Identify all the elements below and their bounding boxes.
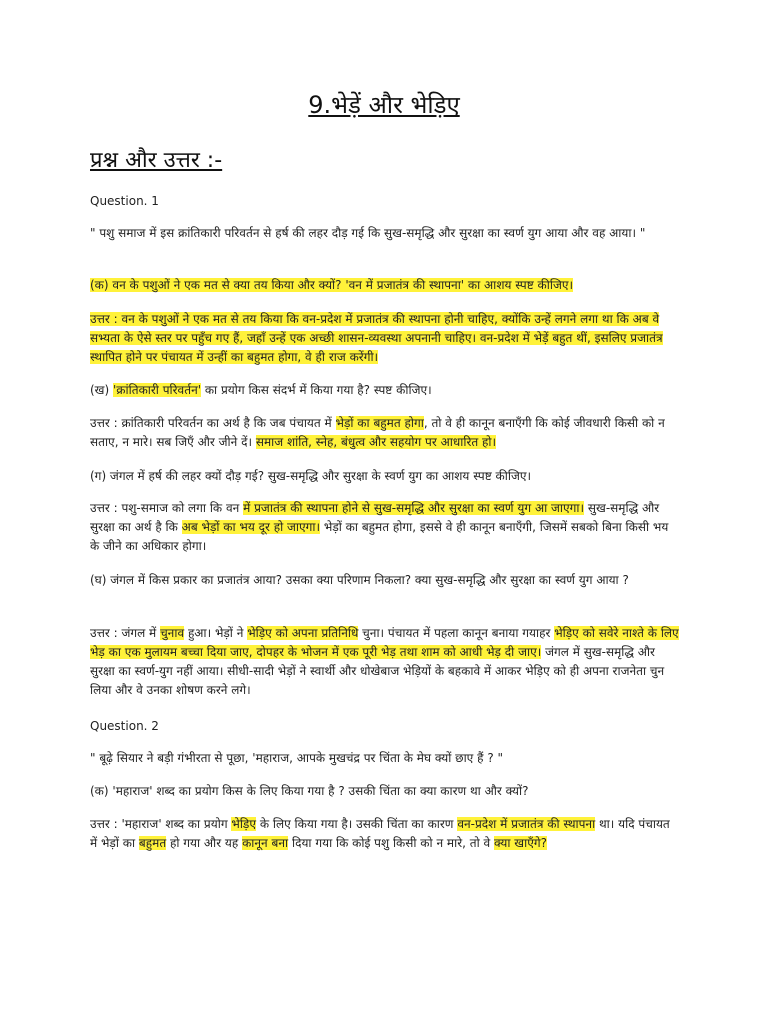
- text: दिया गया कि कोई पशु किसी को न मारे, तो वे: [288, 836, 494, 850]
- highlight: उत्तर : वन के पशुओं ने एक मत से तय किया कि वन-प्रदेश में प्रजातंत्र की स्थापना होनी चाहिए, क्योंकि उन्हें लगने लगा था कि अब वे सभ्यता के ऐसे स्तर पर पहुँच गए हैं, जहाँ उन्हें एक अच्छी शासन-व्यवस्था अपनानी चाहिए। वन-प्रदेश में भेड़ें बहुत थीं, इसलिए प्रजातंत्र स्थापित होने पर पंचायत में उन्हीं का बहुमत होगा, वे ही राज करेंगी।: [90, 312, 663, 364]
- question-1-quote: " पशु समाज में इस क्रांतिकारी परिवर्तन से हर्ष की लहर दौड़ गई कि सुख-समृद्धि और सुरक्षा का स्वर्ण युग आया और वह आया। ": [90, 226, 646, 240]
- text: उत्तर : क्रांतिकारी परिवर्तन का अर्थ है कि जब पंचायत में: [90, 416, 336, 430]
- highlight: बहुमत: [138, 836, 167, 850]
- text: भेड़ों का बहुमत होगा, इससे वे ही कानून बनाएँगी, जिसमें सबको बिना किसी भय के जीने का अधिकार होगा।: [90, 520, 669, 553]
- text: का प्रयोग किस संदर्भ में किया गया है? स्पष्ट कीजिए।: [201, 383, 432, 397]
- text: चुना। पंचायत में पहला कानून बनाया गयाहर: [358, 626, 555, 640]
- highlight: समाज शांति, स्नेह, बंधुत्व और सहयोग पर आधारित हो।: [255, 435, 497, 449]
- text: उत्तर : जंगल में: [90, 626, 161, 640]
- highlight: चुनाव: [160, 626, 185, 640]
- text: सुख-समृद्धि और सुरक्षा का अर्थ है कि: [90, 501, 660, 534]
- question-2-quote: " बूढ़े सियार ने बड़ी गंभीरता से पूछा, 'महाराज, आपके मुखचंद्र पर चिंता के मेघ क्यों छाए हैं ? ": [90, 751, 504, 765]
- text: (ख): [90, 383, 113, 397]
- highlight: भेड़िए: [231, 817, 256, 831]
- highlight: भेड़ों का बहुमत होगा: [335, 416, 424, 430]
- text: , तो वे ही कानून बनाएँगी कि कोई जीवधारी किसी को न सताए, न मारे। सब जिएँ और जीने दें।: [90, 416, 665, 449]
- question-1-label: Question. 1: [90, 194, 159, 208]
- text: उत्तर : 'महाराज' शब्द का प्रयोग: [90, 817, 232, 831]
- answer-ka: [90, 310, 680, 367]
- answer-ga: [90, 499, 680, 556]
- highlight: भेड़िए को सवेरे नाश्ते के लिए भेड़ का एक मुलायम बच्चा दिया जाए, दोपहर के भोजन में एक पूरी भेड़ तथा शाम को आधी भेड़ दी जाए।: [90, 626, 679, 659]
- text: के लिए किया गया है। उसकी चिंता का कारण: [256, 817, 458, 831]
- sub-question-ga: (ग) जंगल में हर्ष की लहर क्यों दौड़ गई? सुख-समृद्धि और सुरक्षा के स्वर्ण युग का आशय स्पष्ट कीजिए।: [90, 469, 532, 483]
- sub-question-kha: [90, 381, 680, 400]
- text: उत्तर : पशु-समाज को लगा कि वन: [90, 501, 244, 515]
- sub-question-ka: [90, 276, 680, 295]
- section-heading: प्रश्न और उत्तर :-: [90, 148, 223, 173]
- sub-question-gha: (घ) जंगल में किस प्रकार का प्रजातंत्र आया? उसका क्या परिणाम निकला? क्या सुख-समृद्धि और सुरक्षा का स्वर्ण युग आया ?: [90, 573, 629, 587]
- answer-gha: [90, 624, 680, 700]
- chapter-title: 9.भेड़ें और भेड़िए: [308, 91, 460, 119]
- highlight: (क) वन के पशुओं ने एक मत से क्या तय किया और क्यों? 'वन में प्रजातंत्र की स्थापना' का आशय स्पष्ट कीजिए।: [90, 278, 574, 292]
- text: था। यदि पंचायत में भेड़ों का: [90, 817, 670, 850]
- highlight: 'क्रांतिकारी परिवर्तन': [113, 383, 202, 397]
- question-2-label: Question. 2: [90, 719, 159, 733]
- highlight: वन-प्रदेश में प्रजातंत्र की स्थापना: [457, 817, 596, 831]
- text: हो गया और यह: [166, 836, 243, 850]
- answer-kha: [90, 414, 680, 452]
- highlight: कानून बना: [242, 836, 289, 850]
- text: जंगल में सुख-समृद्धि और सुरक्षा का स्वर्ण-युग नहीं आया। सीधी-सादी भेड़ों ने स्वार्थी और धोखेबाज भेड़ियों के बहकावे में आकर भेड़िए को ही अपना राजनेता चुन लिया और वे उनका शोषण करने लगे।: [90, 645, 665, 697]
- text: हुआ। भेड़ों ने: [184, 626, 248, 640]
- highlight: में प्रजातंत्र की स्थापना होने से सुख-समृद्धि और सुरक्षा का स्वर्ण युग आ जाएगा।: [243, 501, 585, 515]
- answer-2-ka: [90, 815, 680, 853]
- highlight: क्या खाएँगे?: [494, 836, 547, 850]
- highlight: भेड़िए को अपना प्रतिनिधि: [247, 626, 359, 640]
- sub-question-2-ka: (क) 'महाराज' शब्द का प्रयोग किस के लिए किया गया है ? उसकी चिंता का क्या कारण था और क्यों?: [90, 784, 529, 798]
- highlight: अब भेड़ों का भय दूर हो जाएगा।: [181, 520, 321, 534]
